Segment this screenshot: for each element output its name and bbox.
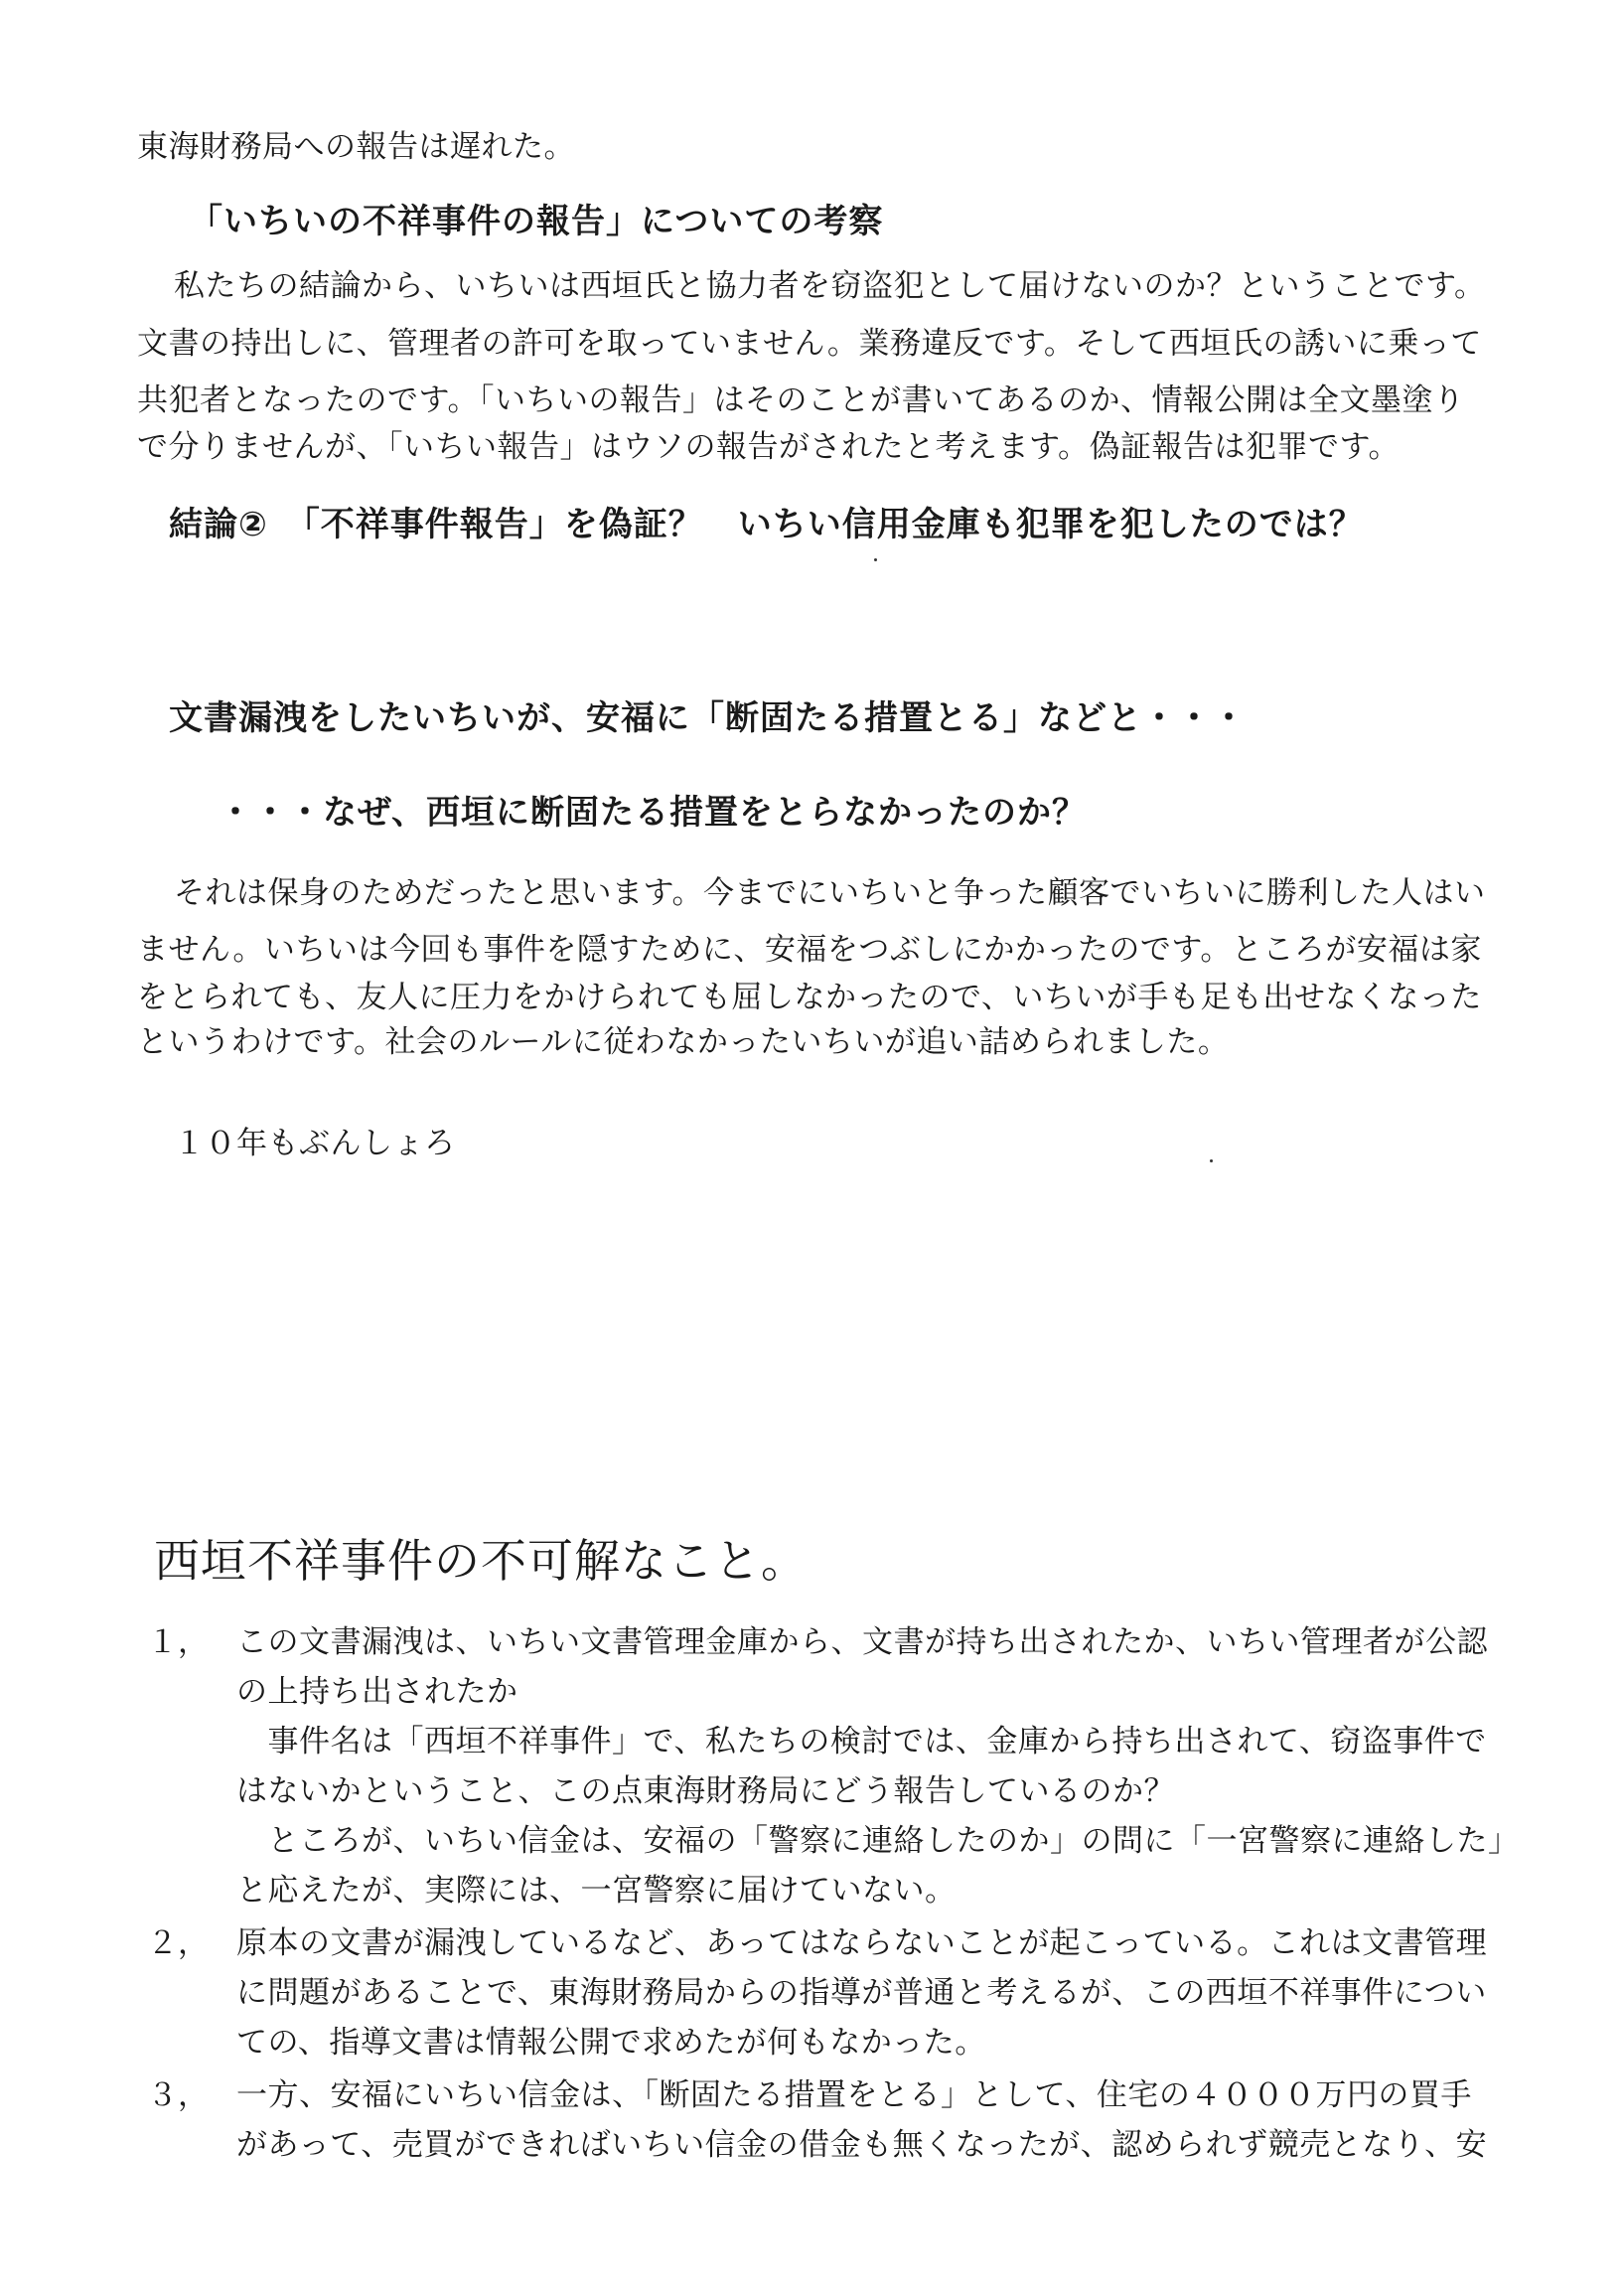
- item-1-line-3: 事件名は「西垣不祥事件」で、私たちの検討では、金庫から持ち出されて、窃盗事件で: [236, 1724, 1487, 1760]
- conclusion-2-heading: 結論② 「不祥事件報告」を偽証？ いちい信用金庫も犯罪を犯したのでは？: [169, 505, 1364, 544]
- item-2-number: ２，: [147, 1925, 209, 1961]
- signature: １０年もぶんしょろ: [174, 1126, 456, 1161]
- question-heading-line-1: 文書漏洩をしたいちいが、安福に「断固たる措置とる」などと・・・: [169, 698, 1247, 738]
- item-2-line-1: 原本の文書が漏洩しているなど、あってはならないことが起こっている。これは文書管理: [236, 1925, 1488, 1961]
- question-heading-line-2: ・・・なぜ、西垣に断固たる措置をとらなかったのか？: [219, 793, 1087, 833]
- answer-line-3: をとられても、友人に圧力をかけられても屈しなかったので、いちいが手も足も出せなくなった: [137, 980, 1482, 1015]
- item-1-line-6: と応えたが、実際には、一宮警察に届けていない。: [236, 1873, 957, 1909]
- section1-heading: 「いちいの不祥事件の報告」についての考察: [189, 202, 884, 241]
- answer-line-2: ません。いちいは今回も事件を隠すために、安福をつぶしにかかったのです。ところが安福は家: [137, 932, 1482, 968]
- section1-line-1: 私たちの結論から、いちいは西垣氏と協力者を窃盗犯として届けないのか？ということです。: [174, 268, 1486, 304]
- item-3-number: ３，: [147, 2077, 209, 2113]
- section1-line-2: 文書の持出しに、管理者の許可を取っていません。業務違反です。そして西垣氏の誘いに乗って: [137, 326, 1482, 362]
- answer-line-4: というわけです。社会のルールに従わなかったいちいが追い詰められました。: [137, 1024, 1230, 1060]
- item-3-line-1: 一方、安福にいちい信金は、「断固たる措置をとる」として、住宅の４０００万円の買手: [236, 2077, 1472, 2113]
- item-2-line-2: に問題があることで、東海財務局からの指導が普通と考えるが、この西垣不祥事件につい: [236, 1975, 1487, 2011]
- item-1-line-4: はないかということ、この点東海財務局にどう報告しているのか？: [236, 1773, 1175, 1809]
- speck: [1210, 1159, 1213, 1162]
- section1-line-4: で分りませんが、「いちい報告」はウソの報告がされたと考えます。偽証報告は犯罪です。: [137, 429, 1401, 465]
- intro-line: 東海財務局への報告は遅れた。: [137, 129, 575, 165]
- section1-line-3: 共犯者となったのです。「いちいの報告」はそのことが書いてあるのか、情報公開は全文墨塗り: [137, 382, 1465, 418]
- section2-title: 西垣不祥事件の不可解なこと。: [154, 1534, 808, 1588]
- item-1-line-2: の上持ち出されたか: [236, 1674, 518, 1710]
- item-2-line-3: ての、指導文書は情報公開で求めたが何もなかった。: [236, 2025, 986, 2061]
- item-1-line-1: この文書漏洩は、いちい文書管理金庫から、文書が持ち出されたか、いちい管理者が公認: [236, 1624, 1488, 1660]
- answer-line-1: それは保身のためだったと思います。今までにいちいと争った顧客でいちいに勝利した人はい: [174, 875, 1486, 911]
- item-3-line-2: があって、売買ができればいちい信金の借金も無くなったが、認められず競売となり、安: [236, 2127, 1488, 2163]
- item-1-number: １，: [147, 1624, 209, 1660]
- speck: [874, 558, 877, 561]
- item-1-line-5: ところが、いちい信金は、安福の「警察に連絡したのか」の問に「一宮警察に連絡した」: [236, 1823, 1520, 1859]
